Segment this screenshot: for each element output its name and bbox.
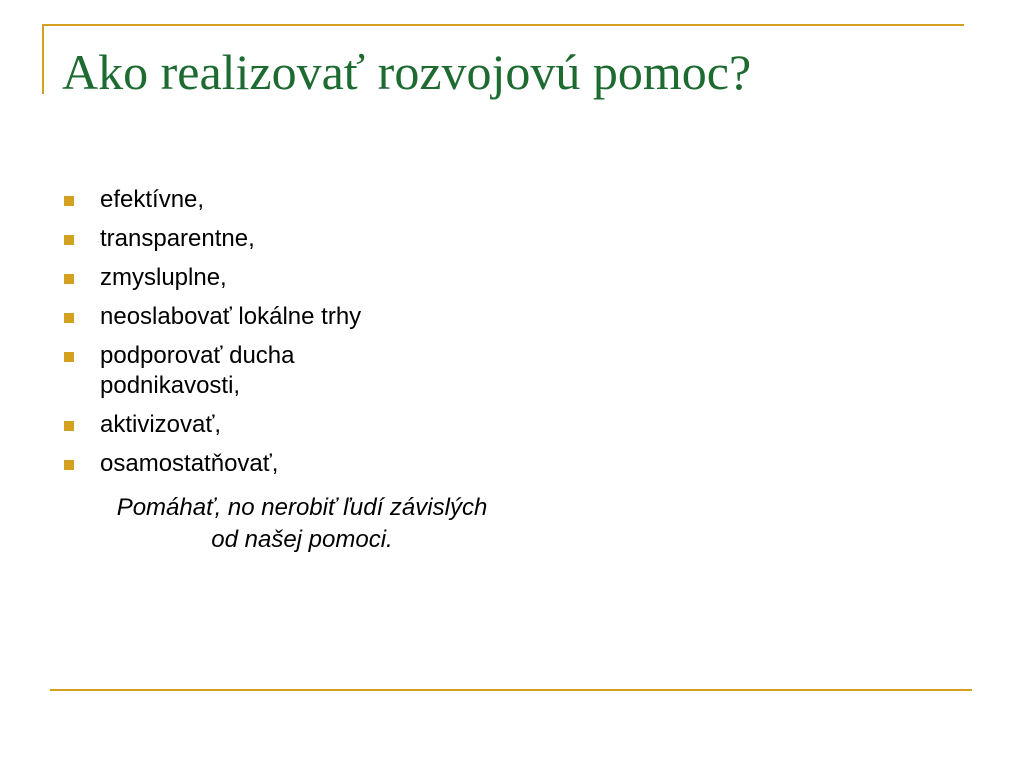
bullet-text: podporovať ducha podnikavosti, [100, 342, 295, 399]
bottom-border-line [50, 689, 972, 691]
bullet-item [62, 302, 482, 332]
bullet-list [62, 185, 482, 488]
bullet-text: zmysluplne, [100, 264, 227, 291]
bullet-item [62, 449, 482, 479]
italic-note: Pomáhať, no nerobiť ľudí závislých od našej pomoci. [116, 494, 488, 553]
square-bullet-icon [64, 460, 74, 470]
square-bullet-icon [64, 352, 74, 362]
bullet-item [62, 410, 482, 440]
bullet-item [62, 263, 482, 293]
square-bullet-icon [64, 235, 74, 245]
square-bullet-icon [64, 196, 74, 206]
bullet-text: osamostatňovať, [100, 450, 279, 477]
bullet-text: efektívne, [100, 186, 205, 213]
square-bullet-icon [64, 313, 74, 323]
bullet-item [62, 224, 482, 254]
bullet-text: aktivizovať, [100, 411, 222, 438]
bullet-item [62, 185, 482, 215]
bullet-text: transparentne, [100, 225, 255, 252]
left-border-line [42, 24, 44, 94]
top-border-line [42, 24, 964, 26]
bullet-text: neoslabovať lokálne trhy [100, 303, 362, 330]
square-bullet-icon [64, 274, 74, 284]
square-bullet-icon [64, 421, 74, 431]
bullet-item [62, 341, 482, 401]
slide-title: Ako realizovať rozvojovú pomoc? [62, 44, 752, 100]
